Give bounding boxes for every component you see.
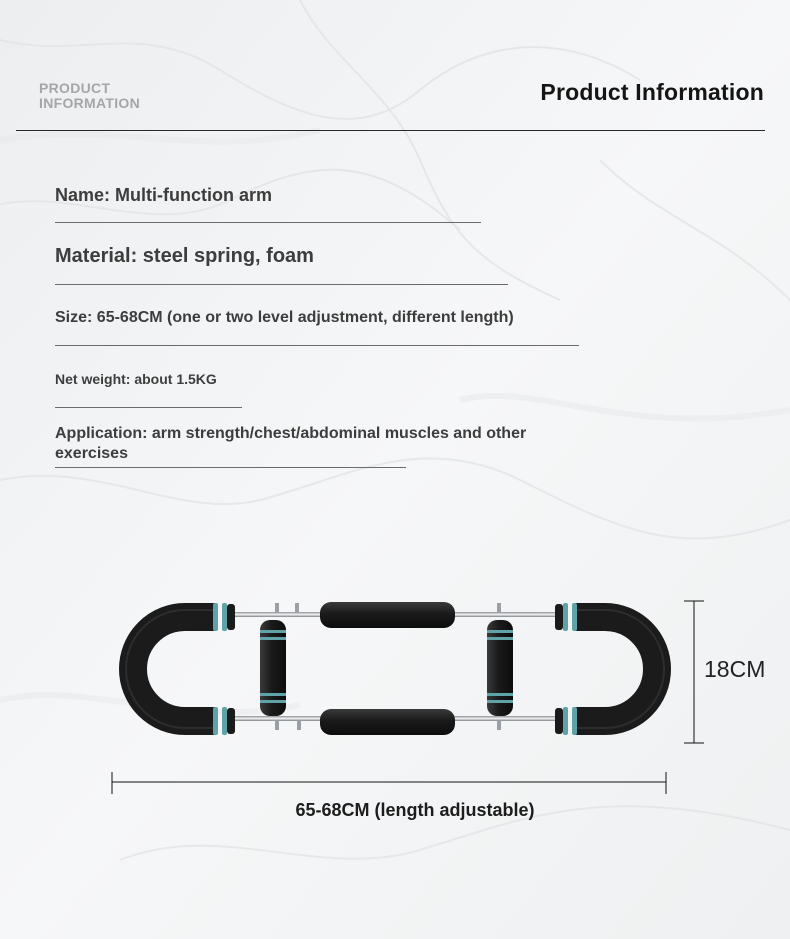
spec-name: Name: Multi-function arm — [55, 185, 273, 205]
vertical-grip-bands — [260, 630, 513, 703]
eyebrow-line-1: PRODUCT — [39, 80, 111, 96]
spec-divider-name — [55, 222, 481, 223]
spec-divider-application — [55, 467, 406, 468]
left-u-foam-handle — [133, 617, 215, 721]
spec-divider-size — [55, 345, 579, 346]
bottom-center-grip — [320, 709, 455, 735]
length-dimension-line — [110, 770, 670, 796]
top-center-grip — [320, 602, 455, 628]
spec-size: Size: 65-68CM (one or two level adjustment, different length) — [55, 309, 514, 326]
height-dimension-label: 18CM — [704, 656, 766, 682]
spec-application: Application: arm strength/chest/abdominal muscles and other exercises — [55, 425, 527, 462]
length-dimension-label: 65-68CM (length adjustable) — [295, 800, 535, 820]
right-u-foam-handle — [575, 617, 657, 721]
arm-exerciser-product-image — [105, 590, 685, 755]
spec-divider-weight — [55, 407, 242, 408]
section-eyebrow — [39, 81, 140, 111]
spec-divider-material — [55, 284, 508, 285]
height-dimension-line — [682, 600, 706, 744]
page-title: Product Information — [540, 79, 764, 105]
header-divider — [16, 130, 765, 131]
spec-material: Material: steel spring, foam — [55, 245, 314, 267]
eyebrow-line-2: INFORMATION — [39, 95, 141, 111]
spec-net-weight: Net weight: about 1.5KG — [55, 371, 217, 387]
